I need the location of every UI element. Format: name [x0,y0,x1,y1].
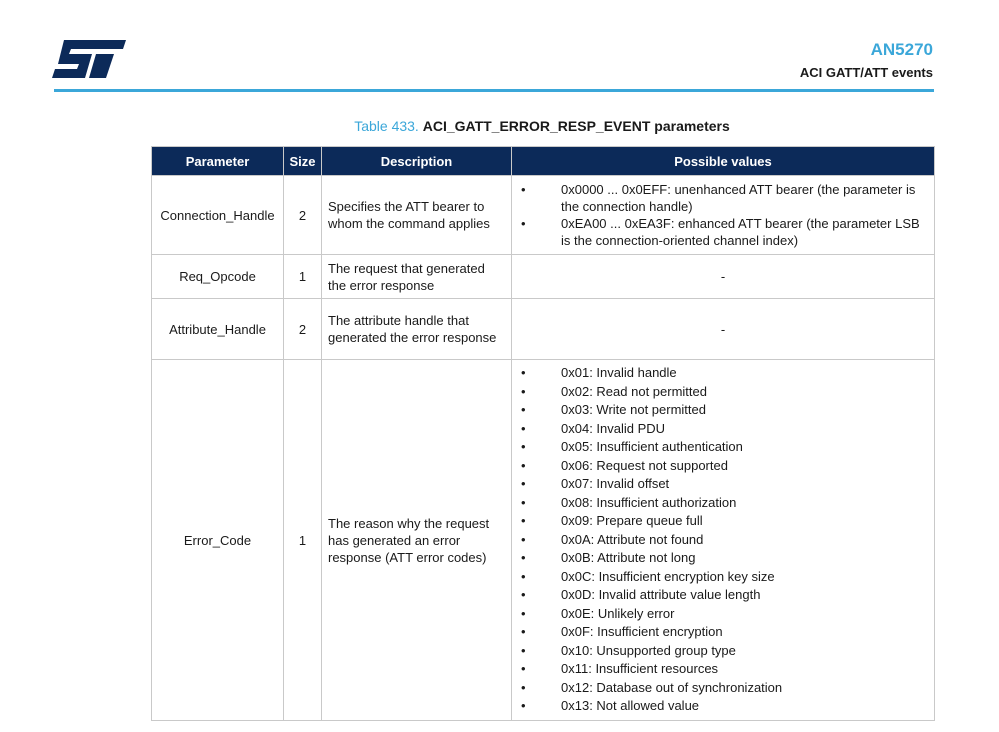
param-cell: Connection_Handle [152,176,284,255]
bullet: • [521,550,526,566]
values-list [518,364,928,716]
values-cell: - [512,299,935,360]
list-item [518,512,928,531]
list-item [518,401,928,420]
bullet: • [521,365,526,381]
value-text: 0x0000 ... 0x0EFF: unenhanced ATT bearer (the parameter is the connection handle) [561,182,916,214]
list-item [518,457,928,476]
values-cell: - [512,255,935,299]
table-row [152,360,935,721]
list-item [518,568,928,587]
bullet: • [521,494,526,510]
list-item [518,697,928,716]
table-number: Table 433. [354,118,419,134]
table-header-row [152,147,935,176]
list-item [518,364,928,383]
bullet: • [521,457,526,473]
size-cell: 1 [284,360,322,721]
value-text: 0x0F: Insufficient encryption [561,624,723,640]
description-cell: Specifies the ATT bearer to whom the command applies [322,176,512,255]
values-list [518,181,928,249]
parameters-table [151,146,935,721]
header-rule [54,89,934,92]
size-cell: 2 [284,299,322,360]
list-item [518,586,928,605]
value-text: 0x06: Request not supported [561,457,728,473]
bullet: • [521,182,526,197]
list-item [518,383,928,402]
list-item [518,215,928,249]
list-item [518,475,928,494]
column-header-description: Description [322,147,512,176]
value-text: 0x05: Insufficient authentication [561,439,743,455]
list-item [518,494,928,513]
values-cell [512,176,935,255]
value-text: 0xEA00 ... 0xEA3F: enhanced ATT bearer (the parameter LSB is the connection-oriented channel index) [561,216,920,248]
size-cell: 2 [284,176,322,255]
bullet: • [521,642,526,658]
document-subtitle: ACI GATT/ATT events [799,65,933,80]
bullet: • [521,439,526,455]
value-text: 0x08: Insufficient authorization [561,494,737,510]
value-text: 0x11: Insufficient resources [561,661,719,677]
bullet: • [521,513,526,529]
value-text: 0x02: Read not permitted [561,383,707,399]
bullet: • [521,216,526,231]
value-text: 0x09: Prepare queue full [561,513,703,529]
param-cell: Error_Code [152,360,284,721]
table-row [152,299,935,360]
value-text: 0x01: Invalid handle [561,365,677,381]
list-item [518,679,928,698]
document-id: AN5270 [870,40,933,59]
list-item [518,549,928,568]
st-logo-icon [52,40,126,78]
description-cell: The attribute handle that generated the error response [322,299,512,360]
list-item [518,642,928,661]
value-text: 0x0C: Insufficient encryption key size [561,568,775,584]
bullet: • [521,531,526,547]
list-item [518,623,928,642]
bullet: • [521,568,526,584]
values-cell [512,360,935,721]
list-item [518,660,928,679]
value-text: 0x10: Unsupported group type [561,642,736,658]
list-item [518,420,928,439]
value-text: 0x0B: Attribute not long [561,550,696,566]
param-cell: Req_Opcode [152,255,284,299]
value-text: 0x0E: Unlikely error [561,605,675,621]
value-text: 0x0A: Attribute not found [561,531,704,547]
table-title: ACI_GATT_ERROR_RESP_EVENT parameters [422,118,730,134]
bullet: • [521,587,526,603]
value-text: 0x03: Write not permitted [561,402,706,418]
bullet: • [521,402,526,418]
table-row [152,255,935,299]
table-row [152,176,935,255]
table-caption [0,118,999,134]
value-text: 0x04: Invalid PDU [561,420,666,436]
column-header-parameter: Parameter [152,147,284,176]
param-cell: Attribute_Handle [152,299,284,360]
bullet: • [521,679,526,695]
value-text: 0x13: Not allowed value [561,698,700,714]
description-cell: The request that generated the error response [322,255,512,299]
value-text: 0x12: Database out of synchronization [561,679,783,695]
value-text: 0x0D: Invalid attribute value length [561,587,761,603]
list-item [518,438,928,457]
bullet: • [521,661,526,677]
bullet: • [521,698,526,714]
bullet: • [521,624,526,640]
list-item [518,531,928,550]
list-item [518,605,928,624]
bullet: • [521,420,526,436]
column-header-size: Size [284,147,322,176]
bullet: • [521,476,526,492]
list-item [518,181,928,215]
size-cell: 1 [284,255,322,299]
bullet: • [521,383,526,399]
description-cell: The reason why the request has generated an error response (ATT error codes) [322,360,512,721]
value-text: 0x07: Invalid offset [561,476,670,492]
bullet: • [521,605,526,621]
column-header-possible-values: Possible values [512,147,935,176]
